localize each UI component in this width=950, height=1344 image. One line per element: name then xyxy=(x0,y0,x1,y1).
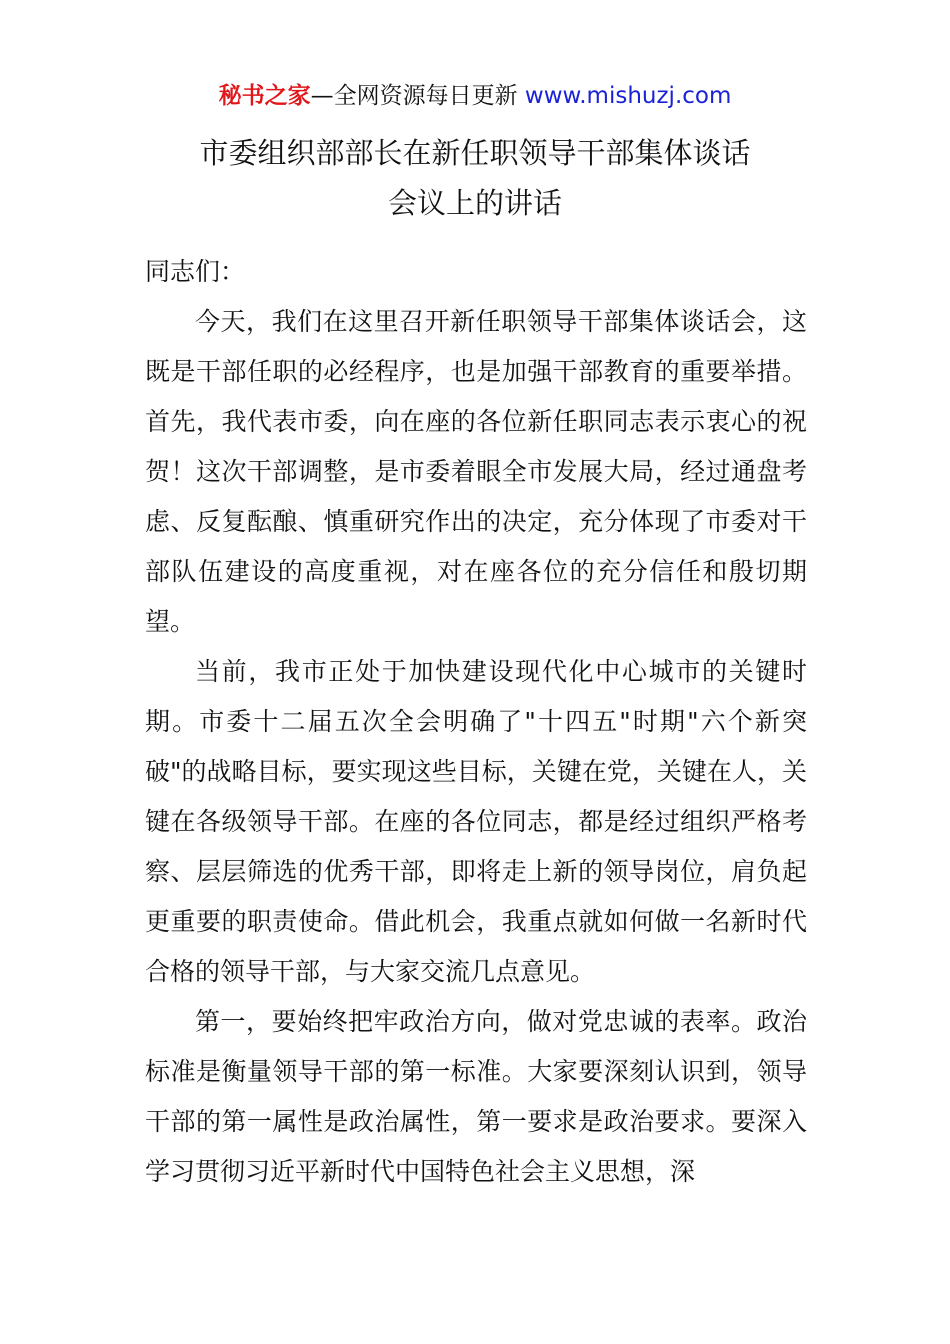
salutation: 同志们： xyxy=(145,257,246,286)
site-url[interactable]: www.mishuzj.com xyxy=(524,83,732,109)
paragraph-2: 当前，我市正处于加快建设现代化中心城市的关键时期。市委十二届五次全会明确了"十四五"时期"六个新突破"的战略目标，要实现这些目标，关键在党，关键在人，关键在各级领导干部。在座的各位同志，都是经过组织严格考察、层层筛选的优秀干部，即将走上新的领导岗位，肩负起更重要的职责使命。借此机会，我重点就如何做一名新时代合格的领导干部，与大家交流几点意见。 xyxy=(145,657,807,986)
document-title xyxy=(0,128,950,228)
title-line-1: 市委组织部部长在新任职领导干部集体谈话 xyxy=(199,136,751,170)
paragraph-1: 今天，我们在这里召开新任职领导干部集体谈话会，这既是干部任职的必经程序，也是加强干部教育的重要举措。首先，我代表市委，向在座的各位新任职同志表示衷心的祝贺！这次干部调整，是市委着眼全市发展大局，经过通盘考虑、反复酝酿、慎重研究作出的决定，充分体现了市委对干部队伍建设的高度重视，对在座各位的充分信任和殷切期望。 xyxy=(145,307,807,636)
site-tagline: —全网资源每日更新 xyxy=(310,83,525,109)
document-body xyxy=(145,247,807,1197)
title-line-2: 会议上的讲话 xyxy=(387,186,562,220)
site-brand: 秘书之家 xyxy=(218,83,311,109)
site-header xyxy=(0,80,950,112)
paragraph-3: 第一，要始终把牢政治方向，做对党忠诚的表率。政治标准是衡量领导干部的第一标准。大家要深刻认识到，领导干部的第一属性是政治属性，第一要求是政治要求。要深入学习贯彻习近平新时代中国特色社会主义思想，深 xyxy=(145,1007,807,1186)
